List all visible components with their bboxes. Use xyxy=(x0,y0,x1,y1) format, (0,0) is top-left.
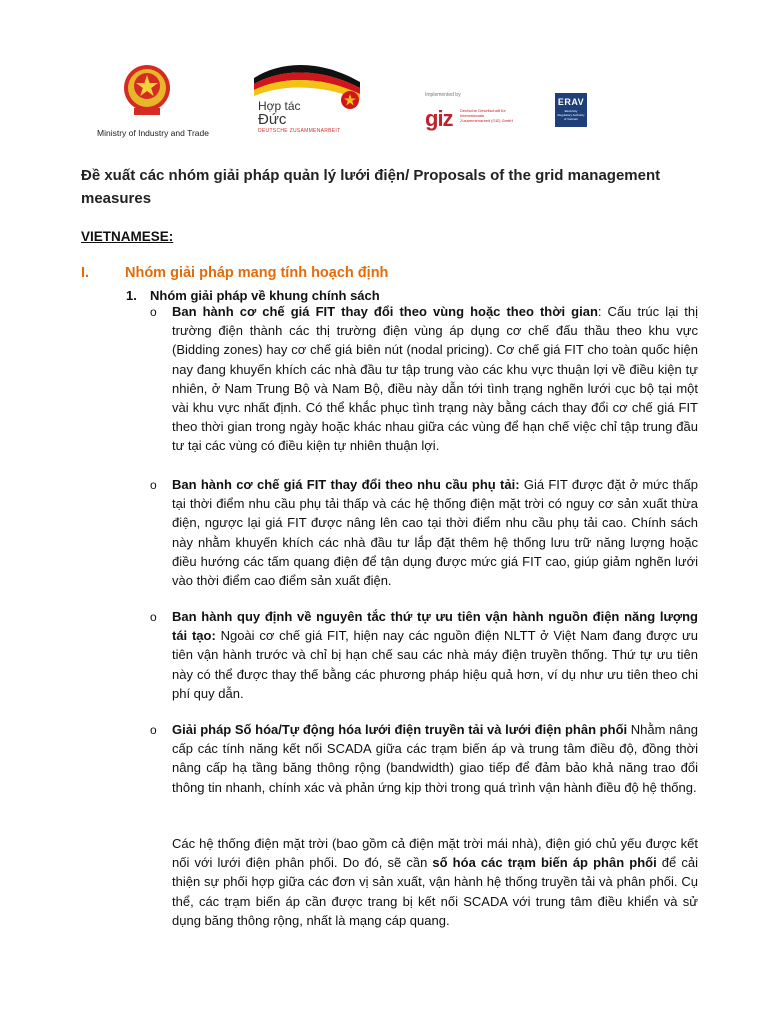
list-item-bold: Giải pháp Số hóa/Tự động hóa lưới điện truyền tải và lưới điện phân phối xyxy=(172,722,628,737)
subsection-title: Nhóm giải pháp về khung chính sách xyxy=(150,288,380,303)
paragraph-bold: số hóa các trạm biến áp phân phối xyxy=(432,855,657,871)
paragraph-post: để cải thiện sự phối hợp giữa các đơn vị sản xuất, vận hành hệ thống truyền tải và phân phối. Cụ thể, các trạm biến áp cần được trang bị kết nối SCADA với trung tâm điều khiển và sử dụng băng thông rộng, nhất là mạng cáp quang. xyxy=(172,855,698,928)
section-heading xyxy=(81,265,388,281)
language-heading: VIETNAMESE: xyxy=(81,229,174,244)
body-paragraph xyxy=(172,834,698,930)
cooperation-sub: DEUTSCHE ZUSAMMENARBEIT xyxy=(258,128,341,134)
list-item-bold: Ban hành cơ chế giá FIT thay đổi theo vùng hoặc theo thời gian xyxy=(172,304,598,319)
list-item-bold: Ban hành cơ chế giá FIT thay đổi theo nhu cầu phụ tải: xyxy=(172,477,520,492)
erav-title: ERAV xyxy=(557,97,585,107)
list-item-text: : Cấu trúc lại thị trường điện thành các thị trường điện vùng áp dụng cơ chế đấu thầu theo khu vực (Bidding zones) hay cơ chế giá biên nút (nodal pricing). Cơ chế giá FIT cho toàn quốc hiện nay đang khuyến khích các nhà đầu tư tập trung vào các khu vực thuận lợi về điều kiện tự nhiên, ở Nam Trung Bộ và Nam Bộ, điều này dẫn tới tình trạng nghẽn lưới cục bộ tại một vài khu vực nhất định. Có thể khắc phục tình trạng này bằng cách thay đổi cơ chế giá FIT theo thời gian trong ngày hoặc khác nhau giữa các vùng để hạn chế việc chỉ tập trung đầu tư tại các vùng có điều kiện tự nhiên thuận lợi. xyxy=(172,304,698,454)
list-item xyxy=(172,475,698,590)
logo-bar xyxy=(0,0,768,150)
section-title: Nhóm giải pháp mang tính hoạch định xyxy=(125,265,389,281)
ministry-label: Ministry of Industry and Trade xyxy=(97,128,209,138)
bullet-icon: o xyxy=(150,723,157,737)
document-title: Đề xuất các nhóm giải pháp quản lý lưới điện/ Proposals of the grid management measures xyxy=(81,167,661,207)
list-item xyxy=(172,607,698,703)
paragraph-pre: Các hệ thống điện mặt trời (bao gồm cả điện mặt trời mái nhà), điện gió chủ yếu được kết nối với lưới điện phân phối. Do đó, sẽ cần xyxy=(172,836,698,871)
list-item-text: Ngoài cơ chế giá FIT, hiện nay các nguồn điện NLTT ở Việt Nam đang được ưu tiên vận hành trước và chỉ bị hạn chế sau các nhà máy điện truyền thống. Thứ tự ưu tiên này có thể được thay thế bằng các phương pháp hiệu quả hơn, ví dụ như ưu tiên theo chi phí quy dẫn. xyxy=(172,628,698,701)
bullet-icon: o xyxy=(150,610,157,624)
subsection-heading xyxy=(126,288,380,303)
list-item xyxy=(172,720,698,797)
list-item-text: Giá FIT được đặt ở mức thấp tại thời điểm nhu cầu phụ tải thấp và các hệ thống điện mặt trời có nguy cơ sản xuất thừa điện, ngược lại giá FIT được nâng lên cao tại thời điểm nhu cầu phụ tải cao. Chính sách này nhằm khuyến khích các nhà đầu tư lắp đặt thêm hệ thống lưu trữ năng lượng hoặc điều hướng các tấm quang điện để tận dụng được mức giá FIT cao, giúp giảm nghẽn lưới vào thời điểm cao điểm sản xuất điện. xyxy=(172,477,698,589)
list-item-bold: Ban hành quy định về nguyên tắc thứ tự ưu tiên vận hành nguồn điện năng lượng tái tạo: xyxy=(172,609,698,644)
section-number: I. xyxy=(81,265,90,281)
erav-subtitle: Electricity Regulatory Authority of Vietnam xyxy=(557,109,585,121)
cooperation-label xyxy=(258,100,301,126)
vietnam-emblem-icon xyxy=(122,62,172,118)
giz-implemented-label: Implemented by xyxy=(425,92,461,98)
cooperation-label-line1: Hợp tác xyxy=(258,99,301,113)
bullet-icon: o xyxy=(150,305,157,319)
giz-description: Deutsche Gesellschaft für Internationale Zusammenarbeit (GIZ) GmbH xyxy=(460,108,514,123)
list-item-text: Nhằm nâng cấp các tính năng kết nối SCADA giữa các trạm biến áp và trung tâm điều độ, đồng thời nâng cấp hạ tầng băng thông rộng (bandwidth) giao tiếp để đảm bảo khả năng trao đổi thông tin nhanh, chính xác và phản ứng kịp thời trong quá trình vận hành điều độ hệ thống. xyxy=(172,722,698,795)
giz-logo: giz xyxy=(425,106,453,131)
list-item xyxy=(172,302,698,456)
erav-logo xyxy=(555,93,587,127)
cooperation-label-line2: Đức xyxy=(258,111,287,128)
bullet-icon: o xyxy=(150,478,157,492)
subsection-number: 1. xyxy=(126,288,137,303)
